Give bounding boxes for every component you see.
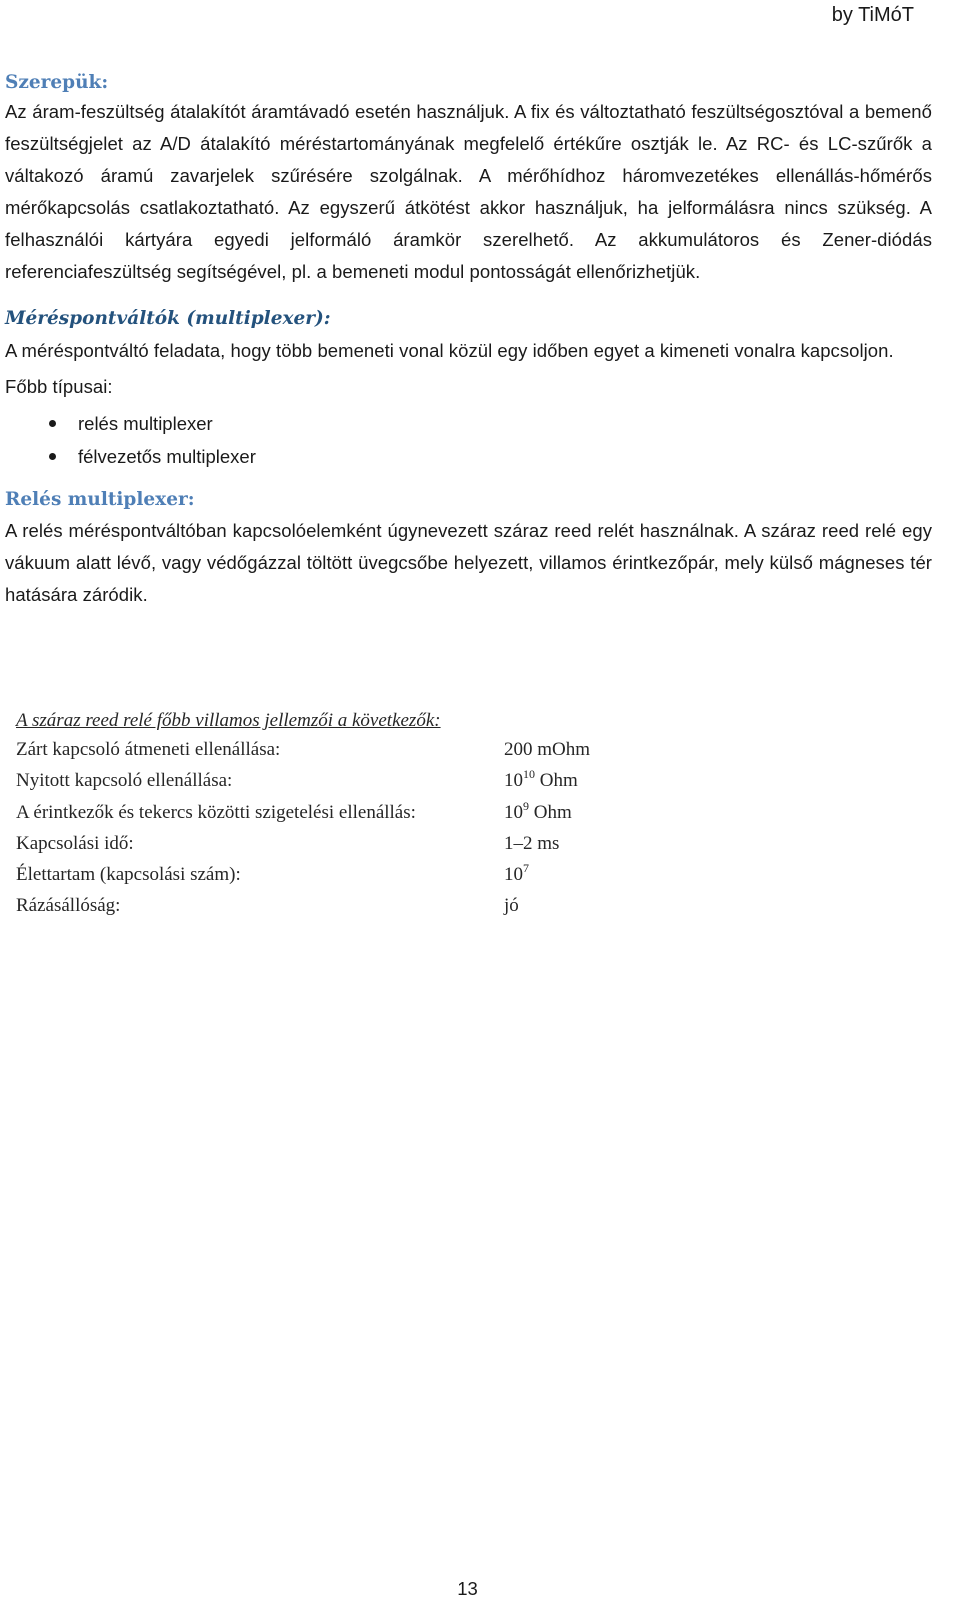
spec-value-exponent: 7	[523, 861, 529, 876]
types-label: Főbb típusai:	[5, 376, 113, 397]
spec-value-base: 10	[504, 864, 523, 886]
bullet-icon	[49, 453, 56, 460]
spec-value	[504, 797, 572, 828]
spec-value-unit: Ohm	[529, 801, 572, 823]
heading-szerepuk: Szerepük:	[5, 72, 109, 93]
spec-title: A száraz reed relé főbb villamos jellemzői a következők:	[16, 710, 441, 731]
paragraph-reles: A relés méréspontváltóban kapcsolóelemként úgynevezett száraz reed relét használnak. A száraz reed relé egy vákuum alatt lévő, vagy védőgázzal töltött üvegcsőbe helyezett, villamos érintkezőpár, mely külső mágneses tér hatására záródik.	[5, 520, 932, 605]
spec-value: 200 mOhm	[504, 739, 591, 760]
spec-label: Rázásállóság:	[16, 895, 121, 917]
heading-multiplexer: Méréspontváltók (multiplexer):	[5, 308, 331, 329]
spec-row	[16, 859, 656, 890]
types-list	[5, 407, 932, 473]
list-item-label: relés multiplexer	[78, 413, 213, 434]
spec-label: Zárt kapcsoló átmeneti ellenállása:	[16, 739, 281, 760]
spec-value	[504, 765, 578, 796]
spec-value-unit: Ohm	[535, 770, 578, 792]
heading-reles: Relés multiplexer:	[5, 489, 195, 510]
spec-label: Élettartam (kapcsolási szám):	[16, 864, 241, 886]
list-item-label: félvezetős multiplexer	[78, 446, 256, 467]
list-item	[5, 440, 932, 473]
spec-value-base: 10	[504, 770, 523, 792]
spec-value	[504, 859, 529, 890]
author-header: by TiMóT	[831, 4, 914, 26]
main-content	[5, 70, 932, 611]
spec-label: Kapcsolási idő:	[16, 832, 134, 854]
spec-value: jó	[504, 895, 519, 917]
spec-value-base: 10	[504, 801, 523, 823]
spec-label: A érintkezők és tekercs közötti szigetelési ellenállás:	[16, 801, 416, 823]
spec-value: 1–2 ms	[504, 832, 560, 854]
page-number: 13	[457, 1578, 478, 1599]
spec-table	[16, 708, 656, 922]
paragraph-multiplexer: A méréspontváltó feladata, hogy több bemeneti vonal közül egy időben egyet a kimeneti vonalra kapcsoljon.	[5, 340, 894, 361]
spec-row	[16, 890, 656, 921]
spec-row	[16, 734, 656, 765]
spec-row	[16, 828, 656, 859]
bullet-icon	[49, 420, 56, 427]
spec-value-exponent: 10	[523, 767, 535, 782]
spec-value-exponent: 9	[523, 798, 529, 813]
spec-label: Nyitott kapcsoló ellenállása:	[16, 770, 233, 792]
paragraph-szerepuk: Az áram-feszültség átalakítót áramtávadó esetén használjuk. A fix és változtatható feszültségosztóval a bemenő feszültségjelet az A/D átalakító méréstartományának megfelelő értékűre osztják le. Az RC- és LC-szűrők a váltakozó áramú zavarjelek szűrésére szolgálnak. A mérőhídhoz háromvezetékes ellenállás-hőmérős mérőkapcsolás csatlakoztatható. Az egyszerű átkötést akkor használjuk, ha jelformálásra nincs szükség. A felhasználói kártyára egyedi jelformáló áramkör szerelhető. Az akkumulátoros és Zener-diódás referenciafeszültség segítségével, pl. a bemeneti modul pontosságát ellenőrizhetjük.	[5, 101, 932, 282]
list-item	[5, 407, 932, 440]
spec-row	[16, 765, 656, 796]
spec-row	[16, 797, 656, 828]
